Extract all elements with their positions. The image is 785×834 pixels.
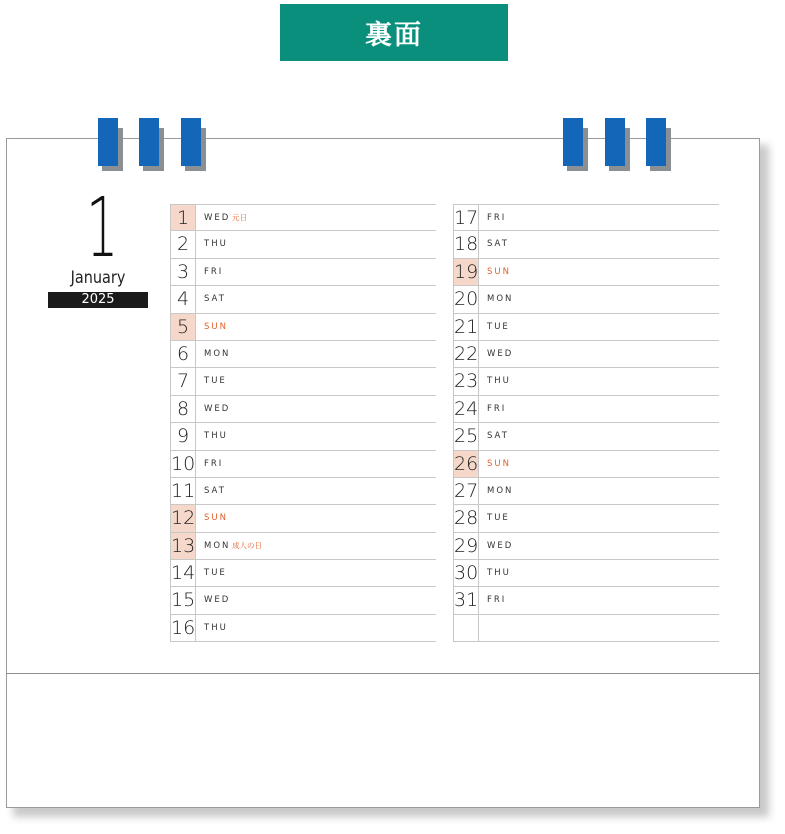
- year-label: 2025: [48, 292, 148, 308]
- day-number: 29: [453, 533, 479, 559]
- day-of-week: TUE: [204, 568, 227, 579]
- day-of-week: FRI: [204, 458, 224, 469]
- day-of-week: WED: [204, 595, 231, 606]
- day-of-week: MON: [204, 348, 231, 359]
- day-row: [170, 423, 436, 450]
- day-row: [170, 259, 436, 286]
- day-number: 12: [170, 505, 196, 531]
- day-row: [453, 314, 719, 341]
- day-row: [170, 587, 436, 614]
- day-column-left: [170, 204, 436, 642]
- day-row: [170, 314, 436, 341]
- day-row: [170, 615, 436, 642]
- day-of-week: SAT: [487, 239, 509, 250]
- binding-ring-icon: [605, 118, 625, 169]
- day-row: [170, 505, 436, 532]
- day-row: [170, 533, 436, 560]
- day-of-week: MON: [204, 540, 231, 551]
- day-of-week: SAT: [204, 294, 226, 305]
- day-of-week: SUN: [204, 513, 228, 524]
- day-number: 1: [170, 205, 196, 230]
- day-row: [453, 451, 719, 478]
- day-row: [453, 368, 719, 395]
- day-number: 2: [170, 231, 196, 257]
- day-number: 18: [453, 231, 479, 257]
- day-of-week: WED: [204, 213, 231, 223]
- day-number: 21: [453, 314, 479, 340]
- day-of-week: MON: [487, 294, 514, 305]
- day-number: 11: [170, 478, 196, 504]
- day-number: 24: [453, 396, 479, 422]
- day-number: [453, 615, 479, 641]
- day-number: 6: [170, 341, 196, 367]
- banner-label: 裏面: [365, 20, 423, 51]
- day-row: [453, 259, 719, 286]
- day-number: 5: [170, 314, 196, 340]
- day-number: 25: [453, 423, 479, 449]
- day-number: 4: [170, 286, 196, 312]
- day-number: 26: [453, 451, 479, 477]
- day-number: 9: [170, 423, 196, 449]
- day-number: 13: [170, 533, 196, 559]
- day-number: 19: [453, 259, 479, 285]
- day-of-week: TUE: [487, 321, 510, 332]
- day-row: [453, 533, 719, 560]
- day-row: [170, 368, 436, 395]
- day-of-week: THU: [204, 239, 228, 250]
- day-number: 30: [453, 560, 479, 586]
- day-of-week: TUE: [487, 513, 510, 524]
- day-number: 20: [453, 286, 479, 312]
- day-row: [170, 451, 436, 478]
- day-row: [453, 587, 719, 614]
- day-row: [453, 396, 719, 423]
- day-of-week: WED: [487, 348, 514, 359]
- day-row: [170, 478, 436, 505]
- day-of-week: WED: [487, 540, 514, 551]
- binding-ring-icon: [181, 118, 201, 169]
- day-number: 28: [453, 505, 479, 531]
- binding-ring-icon: [646, 118, 666, 169]
- day-row: [170, 341, 436, 368]
- day-number: 22: [453, 341, 479, 367]
- day-row: [453, 615, 719, 642]
- day-number: 10: [170, 451, 196, 477]
- day-row: [170, 231, 436, 258]
- day-row: [170, 396, 436, 423]
- day-row: [453, 286, 719, 313]
- day-of-week: TUE: [204, 376, 227, 387]
- day-row: [170, 560, 436, 587]
- day-row: [453, 478, 719, 505]
- day-row: [170, 286, 436, 313]
- day-number: 3: [170, 259, 196, 285]
- day-number: 31: [453, 587, 479, 613]
- day-of-week: SUN: [204, 321, 228, 332]
- day-number: 15: [170, 587, 196, 613]
- day-of-week: MON: [487, 485, 514, 496]
- holiday-label: 成人の日: [232, 540, 262, 550]
- binding-ring-icon: [563, 118, 583, 169]
- calendar-stand-divider: [6, 673, 760, 674]
- day-row: [453, 341, 719, 368]
- day-of-week: FRI: [204, 266, 224, 277]
- day-of-week: SUN: [487, 266, 511, 277]
- day-number: 14: [170, 560, 196, 586]
- day-of-week: THU: [487, 568, 511, 579]
- month-number: 1: [85, 181, 119, 276]
- day-of-week: WED: [204, 403, 231, 414]
- holiday-label: 元日: [232, 213, 247, 222]
- day-of-week: THU: [204, 431, 228, 442]
- day-row: [453, 204, 719, 231]
- day-number: 7: [170, 368, 196, 394]
- day-of-week: FRI: [487, 403, 507, 414]
- day-of-week: SUN: [487, 458, 511, 469]
- day-number: 27: [453, 478, 479, 504]
- day-row: [453, 560, 719, 587]
- day-number: 17: [454, 207, 479, 229]
- day-of-week: FRI: [487, 213, 507, 223]
- month-name: January: [70, 268, 126, 288]
- day-row: [453, 505, 719, 532]
- day-of-week: FRI: [487, 595, 507, 606]
- day-of-week: THU: [204, 622, 228, 633]
- day-row: [453, 231, 719, 258]
- day-of-week: SAT: [487, 431, 509, 442]
- day-number: 23: [453, 368, 479, 394]
- binding-ring-icon: [139, 118, 159, 169]
- day-number: 8: [170, 396, 196, 422]
- binding-ring-icon: [98, 118, 118, 169]
- page-title-banner: [280, 4, 508, 61]
- day-row: [170, 204, 436, 231]
- day-number: 16: [170, 615, 196, 641]
- day-row: [453, 423, 719, 450]
- day-of-week: THU: [487, 376, 511, 387]
- day-column-right: [453, 204, 719, 642]
- day-of-week: SAT: [204, 485, 226, 496]
